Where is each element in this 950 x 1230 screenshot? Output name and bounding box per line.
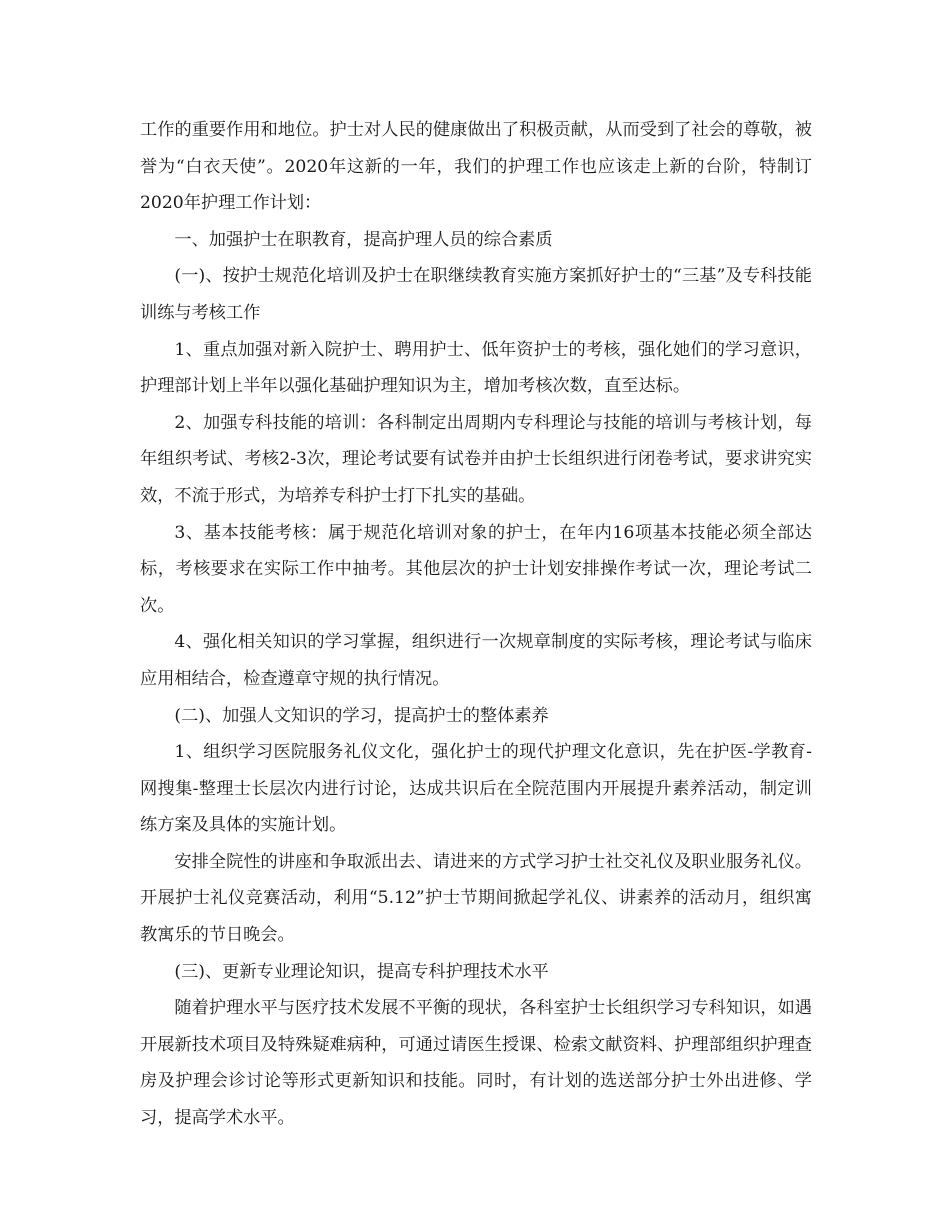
paragraph-etiquette-activities: 安排全院性的讲座和争取派出去、请进来的方式学习护士社交礼仪及职业服务礼仪。开展护士礼仪竞赛活动，利用“5.12”护士节期间掀起学礼仪、讲素养的活动月，组织寓教寓乐的节日晚会。	[140, 851, 812, 946]
heading-subsection-1: (一)、按护士规范化培训及护士在职继续教育实施方案抓好护士的“三基”及专科技能训练与考核工作	[140, 266, 812, 323]
paragraph-etiquette-item-1: 1、组织学习医院服务礼仪文化，强化护士的现代护理文化意识，先在护医-学教育-网搜集-整理士长层次内进行讨论，达成共识后在全院范围内开展提升素养活动，制定训练方案及具体的实施计划。	[140, 742, 812, 836]
heading-section-1: 一、加强护士在职教育，提高护理人员的综合素质	[174, 229, 553, 250]
paragraph-intro-continuation: 工作的重要作用和地位。护士对人民的健康做出了积极贡献，从而受到了社会的尊敬，被誉为“白衣天使”。2020年这新的一年，我们的护理工作也应该走上新的台阶，特制订2020年护理工作计划：	[140, 120, 812, 214]
heading-subsection-2: (二)、加强人文知识的学习，提高护士的整体素养	[174, 705, 549, 726]
document-body	[140, 112, 812, 1137]
heading-subsection-3: (三)、更新专业理论知识，提高专科护理技术水平	[174, 961, 549, 982]
paragraph-item-2: 2、加强专科技能的培训：各科制定出周期内专科理论与技能的培训与考核计划，每年组织考试、考核2-3次，理论考试要有试卷并由护士长组织进行闭卷考试，要求讲究实效，不流于形式，为培养专科护士打下扎实的基础。	[140, 412, 812, 506]
paragraph-item-1: 1、重点加强对新入院护士、聘用护士、低年资护士的考核，强化她们的学习意识，护理部计划上半年以强化基础护理知识为主，增加考核次数，直至达标。	[140, 339, 812, 397]
paragraph-knowledge-update: 随着护理水平与医疗技术发展不平衡的现状，各科室护士长组织学习专科知识，如遇开展新技术项目及特殊疑难病种，可通过请医生授课、检索文献资料、护理部组织护理查房及护理会诊讨论等形式更新知识和技能。同时，有计划的选送部分护士外出进修、学习，提高学术水平。	[140, 998, 812, 1129]
paragraph-item-3: 3、基本技能考核：属于规范化培训对象的护士，在年内16项基本技能必须全部达标，考核要求在实际工作中抽考。其他层次的护士计划安排操作考试一次，理论考试二次。	[140, 522, 812, 616]
paragraph-item-4: 4、强化相关知识的学习掌握，组织进行一次规章制度的实际考核，理论考试与临床应用相结合，检查遵章守规的执行情况。	[140, 632, 812, 689]
